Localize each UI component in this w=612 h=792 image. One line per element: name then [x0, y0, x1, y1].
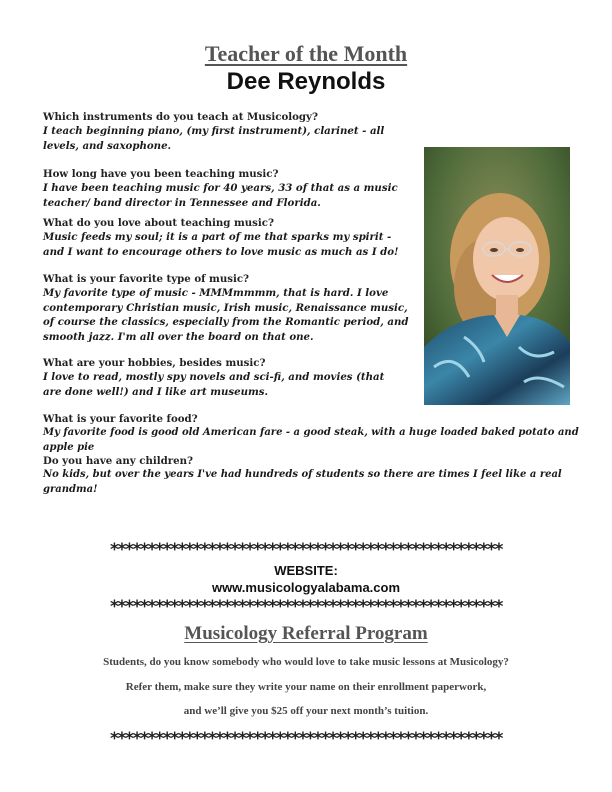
- question: Which instruments do you teach at Musicology?: [43, 111, 318, 123]
- referral-line-2: Refer them, make sure they write your name on their enrollment paperwork,: [125, 681, 487, 693]
- answer: I love to read, mostly spy novels and sci-fi, and movies (that are done well!) and I like art museums.: [43, 371, 385, 398]
- question: How long have you been teaching music?: [43, 168, 279, 180]
- divider-top: ****************************************************: [109, 540, 503, 560]
- qa-item-children: [43, 454, 583, 497]
- website-label: WEBSITE:: [274, 563, 338, 578]
- qa-item-hobbies: [43, 356, 388, 399]
- qa-item-years: [43, 167, 403, 210]
- answer: My favorite type of music - MMMmmmm, that is hard. I love contemporary Christian music, Irish music, Renaissance music, of course the classics, especially from the Romantic period, and smooth jazz. I'm all over the board on that one.: [43, 287, 409, 343]
- question: What is your favorite food?: [43, 413, 198, 425]
- question: Do you have any children?: [43, 455, 193, 467]
- teacher-photo: [424, 147, 570, 405]
- qa-item-love: [43, 216, 415, 259]
- answer: I teach beginning piano, (my first instrument), clarinet - all levels, and saxophone.: [43, 125, 385, 152]
- teacher-name: Dee Reynolds: [226, 68, 386, 95]
- divider-middle: ****************************************************: [109, 597, 503, 617]
- question: What are your hobbies, besides music?: [43, 357, 266, 369]
- answer: I have been teaching music for 40 years, 33 of that as a music teacher/ band director in Tennessee and Florida.: [43, 182, 398, 209]
- answer: My favorite food is good old American fare - a good steak, with a huge loaded baked potato and apple pie: [43, 427, 579, 453]
- question: What do you love about teaching music?: [43, 217, 274, 229]
- website-url[interactable]: www.musicologyalabama.com: [211, 580, 401, 595]
- referral-title: Musicology Referral Program: [184, 623, 428, 644]
- divider-bottom: ****************************************************: [109, 729, 503, 749]
- qa-item-music-type: [43, 272, 411, 344]
- question: What is your favorite type of music?: [43, 273, 250, 285]
- page-title: Teacher of the Month: [204, 41, 408, 66]
- referral-line-1: Students, do you know somebody who would love to take music lessons at Musicology?: [103, 656, 509, 668]
- answer: Music feeds my soul; it is a part of me that sparks my spirit - and I want to encourage others to love music as much as I do!: [43, 231, 399, 258]
- qa-item-instruments: [43, 110, 403, 153]
- answer: No kids, but over the years I've had hundreds of students so there are times I feel like a real grandma!: [43, 469, 562, 495]
- referral-line-3: and we’ll give you $25 off your next month’s tuition.: [183, 705, 429, 717]
- qa-item-food: [43, 412, 583, 455]
